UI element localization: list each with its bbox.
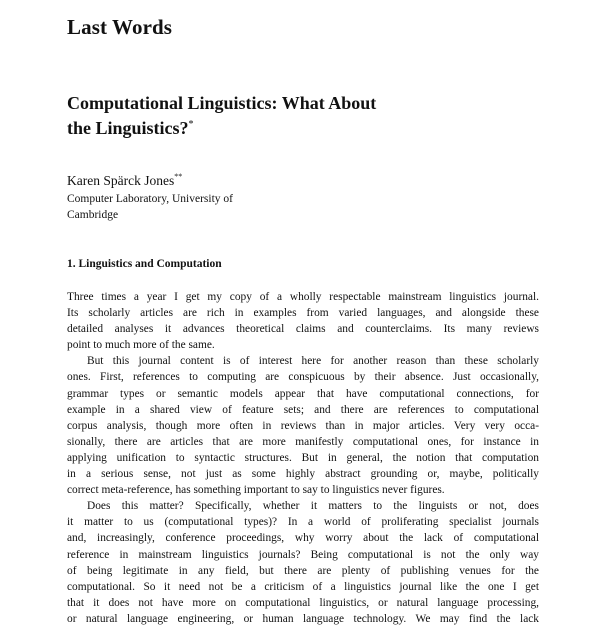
body-text [67, 289, 539, 627]
body-line: Three times a year I get my copy of a wholly respectable mainstream linguistics journal. [67, 291, 539, 303]
body-line: sionally, there are articles that are more manifestly computational ones, for instance in [67, 435, 539, 448]
body-line: or natural language engineering, or human language technology. We may find the lack [67, 612, 539, 625]
affiliation-line-2: Cambridge [67, 209, 119, 221]
article-title-line-1: Computational Linguistics: What About [67, 93, 377, 113]
body-line: of being legitimate in any field, but there are plenty of publishing venues for the [67, 564, 539, 577]
body-line: in a serious sense, not just as some highly abstract grounding or, maybe, politically [67, 468, 539, 481]
body-line: applying unification to syntactic structures. But in general, the notion that computation [67, 451, 539, 464]
section-heading: Last Words [67, 15, 173, 39]
author-footnote-mark[interactable]: ** [174, 172, 183, 181]
author-affiliation [67, 191, 233, 223]
author-name [67, 173, 182, 189]
article-title [67, 91, 376, 141]
body-line: But this journal content is of interest here for another reason than these scholarly [87, 355, 539, 368]
body-line: grammar types or semantic models appear that have computational connections, for [67, 387, 539, 400]
body-line: ones. First, references to computing are conspicuous by their absence. Just occasionally, [67, 371, 539, 384]
body-line: reference in mainstream linguistics journals? Being computational is not the only way [67, 548, 539, 561]
affiliation-line-1: Computer Laboratory, University of [67, 193, 233, 205]
body-line: it matter to us (computational types)? In a world of proliferating specialist journals [67, 516, 539, 529]
body-line: detailed analyses it advances theoretical claims and counterclaims. Its many reviews [67, 323, 539, 336]
body-line: and, increasingly, conference proceedings, why worry about the lack of computational [67, 532, 539, 545]
body-line: that it does not have more on computational linguistics, or natural language processing, [67, 596, 539, 609]
body-line: corpus analysis, though more often in reviews than in major articles. Very very occa- [67, 419, 539, 432]
body-line: computational. So it need not be a criticism of a linguistics journal like the one I get [67, 580, 539, 593]
article-title-line-2 [67, 116, 376, 141]
author-name-text: Karen Spärck Jones [67, 173, 175, 188]
body-line: Its scholarly articles are rich in examples from varied languages, and alongside these [67, 307, 539, 320]
title-footnote-mark[interactable]: * [188, 119, 194, 130]
body-line: example in a shared view of feature sets; and there are references to computational [67, 403, 539, 416]
article-title-line-2-text: the Linguistics? [67, 118, 189, 138]
subsection-heading: 1. Linguistics and Computation [67, 258, 222, 270]
body-line: Does this matter? Specifically, whether it matters to the linguists or not, does [87, 500, 539, 513]
body-line: point to much more of the same. [67, 339, 215, 352]
body-line: correct meta-reference, has something important to say to linguistics never figures. [67, 484, 445, 497]
